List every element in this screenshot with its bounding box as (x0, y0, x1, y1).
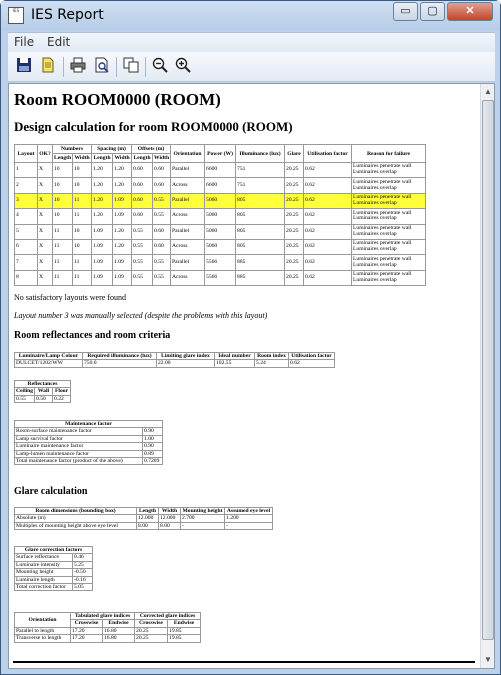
table-cell: Across (171, 239, 205, 254)
table-cell: 5060 (205, 239, 236, 254)
menu-bar (8, 32, 495, 52)
table-cell: 11 (73, 270, 92, 285)
table-cell: 0.60 (132, 163, 153, 178)
col-header: Power (W) (205, 145, 236, 163)
failure-reason: Luminaires penetrate wall (353, 271, 412, 278)
table-title: Glare correction factors (15, 547, 93, 554)
document-icon[interactable] (38, 57, 58, 77)
scroll-thumb[interactable] (482, 100, 494, 640)
table-cell: 6600 (205, 163, 236, 178)
failure-reason: Luminaires penetrate wall (353, 178, 412, 185)
table-cell: 1.09 (113, 193, 132, 208)
table-cell: 0.60 (153, 224, 171, 239)
close-icon: ✕ (465, 5, 475, 17)
table-cell: 8.00 (137, 522, 159, 529)
layouts-table (14, 144, 426, 286)
table-cell: 0.60 (153, 163, 171, 178)
table-cell: 0.62 (304, 178, 352, 193)
table-cell: 10 (53, 193, 73, 208)
table-cell: X (38, 193, 53, 208)
table-cell: 6 (15, 239, 38, 254)
table-cell: 5060 (205, 209, 236, 224)
table-cell: 750.0 (83, 360, 157, 367)
table-row (15, 584, 93, 591)
table-cell: 0.55 (132, 239, 153, 254)
table-cell: 20.25 (285, 178, 304, 193)
window-title: IES Report (31, 7, 104, 23)
table-cell: 0.55 (132, 270, 153, 285)
table-cell: 20.25 (285, 270, 304, 285)
col-header: Wall (35, 388, 53, 395)
table-cell: 2 (15, 178, 38, 193)
col-subheader: Length (54, 155, 72, 161)
minimize-button[interactable] (393, 2, 418, 21)
table-cell: X (38, 239, 53, 254)
failure-reason-cell (352, 209, 426, 224)
toolbar-separator (145, 57, 146, 77)
print-preview-icon[interactable] (92, 57, 112, 77)
maintenance-table (14, 420, 163, 465)
layouts-table-body (15, 163, 426, 286)
table-cell: 751 (236, 178, 285, 193)
failure-reason-cell (352, 255, 426, 270)
table-cell: 0.55 (15, 395, 35, 402)
col-header: Luminaire/Lamp Colour (15, 353, 83, 360)
table-cell: 0.60 (132, 193, 153, 208)
table-cell: Parallel (171, 224, 205, 239)
table-cell: 1.09 (92, 239, 113, 254)
table-cell: 19.85 (168, 627, 201, 634)
copy-icon[interactable] (121, 57, 141, 77)
col-header: Glare (285, 145, 304, 163)
table-cell: 16.80 (103, 635, 135, 642)
table-cell: 7 (15, 255, 38, 270)
table-cell: DULCET/1202/WW (15, 360, 83, 367)
save-icon[interactable] (14, 57, 34, 77)
app-icon: IES (8, 7, 24, 24)
failure-reason-cell (352, 224, 426, 239)
col-subheader: Length (133, 155, 151, 161)
table-cell: 0.55 (153, 193, 171, 208)
table-cell: 10 (53, 178, 73, 193)
failure-reason: Luminaires penetrate wall (353, 209, 412, 216)
table-cell: Surface reflectance (15, 554, 73, 561)
table-cell: 8 (15, 270, 38, 285)
table-cell: 1.20 (113, 163, 132, 178)
col-header: Width (159, 508, 181, 515)
table-cell: Luminaire intensity (15, 561, 73, 568)
table-cell: 10 (73, 163, 92, 178)
table-row (15, 450, 163, 457)
table-cell: - (181, 522, 225, 529)
failure-reason-cell (352, 270, 426, 285)
room-dimensions-table-body (15, 515, 273, 530)
col-header: Tabulated glare indices (71, 613, 135, 620)
table-row (15, 635, 201, 642)
table-cell: Parallel (171, 255, 205, 270)
table-cell: 0.50 (35, 395, 53, 402)
table-cell: 0.60 (132, 209, 153, 224)
table-row (15, 209, 426, 224)
design-heading: Design calculation for room ROOM0000 (ROOM) (14, 119, 293, 134)
col-header: Illuminance (lux) (236, 145, 285, 163)
col-header: Room dimensions (bounding box) (15, 508, 137, 515)
divider (13, 661, 475, 663)
table-cell: Luminaire maintenance factor (15, 443, 143, 450)
table-cell: Parallel (171, 193, 205, 208)
table-cell: 805 (236, 224, 285, 239)
table-cell: 11 (73, 209, 92, 224)
col-header: Required illuminance (lux) (83, 353, 157, 360)
col-header: Utilisation factor (304, 145, 352, 163)
table-cell: 11 (73, 255, 92, 270)
table-cell: X (38, 270, 53, 285)
table-row (15, 458, 163, 465)
scroll-up-icon[interactable]: ▲ (484, 87, 492, 96)
table-cell: 10 (73, 224, 92, 239)
scroll-down-icon[interactable]: ▼ (484, 655, 492, 664)
failure-reason-cell (352, 193, 426, 208)
table-cell: 805 (236, 209, 285, 224)
table-cell: 11 (73, 193, 92, 208)
col-header: Reason for failure (352, 145, 426, 163)
table-row (15, 270, 426, 285)
table-cell: -0.50 (73, 569, 93, 576)
close-button[interactable] (447, 2, 493, 21)
col-header: Offsets (m) (132, 145, 171, 154)
table-row (15, 435, 163, 442)
table-cell: 0.62 (304, 270, 352, 285)
table-cell: 5.25 (73, 561, 93, 568)
menu-edit[interactable]: Edit (47, 35, 71, 49)
table-cell: 0.7209 (143, 458, 163, 465)
table-cell: Multiples of mounting height above eye level (15, 522, 137, 529)
table-cell: 19.85 (168, 635, 201, 642)
table-cell: 10 (53, 163, 73, 178)
table-cell: Total correction factor (15, 584, 73, 591)
maximize-button[interactable] (420, 2, 445, 21)
table-cell: 0.89 (143, 450, 163, 457)
table-row (15, 178, 426, 193)
table-cell: 0.55 (153, 270, 171, 285)
table-cell: Transverse to length (15, 635, 71, 642)
table-row (15, 193, 426, 208)
table-cell: 11 (53, 224, 73, 239)
table-row (15, 554, 93, 561)
table-cell: 1.20 (113, 239, 132, 254)
table-cell: 20.25 (135, 627, 168, 634)
table-cell: 885 (236, 255, 285, 270)
table-cell: 1.09 (113, 270, 132, 285)
table-cell: 0.62 (304, 209, 352, 224)
table-cell: 102.55 (215, 360, 255, 367)
table-cell: 1.09 (92, 224, 113, 239)
table-row (15, 443, 163, 450)
table-cell: 20.25 (285, 239, 304, 254)
failure-reason: Luminaires overlap (353, 230, 397, 237)
table-cell: 0.62 (304, 163, 352, 178)
col-header: Numbers (53, 145, 92, 154)
table-cell: Lamp survival factor (15, 435, 143, 442)
table-cell: 0.55 (132, 224, 153, 239)
room-criteria-table (14, 352, 335, 368)
col-subheader: Crosswise (71, 620, 103, 627)
col-header: Ideal number (215, 353, 255, 360)
glare-indices-table (14, 612, 201, 643)
table-cell: X (38, 178, 53, 193)
toolbar-separator (116, 57, 117, 77)
failure-reason: Luminaires overlap (353, 246, 397, 253)
failure-reason: Luminaires penetrate wall (353, 224, 412, 231)
col-subheader: Endwise (168, 620, 201, 627)
failure-reason: Luminaires overlap (353, 169, 397, 176)
table-cell: 1.09 (113, 209, 132, 224)
table-row (15, 522, 273, 529)
failure-reason: Luminaires overlap (353, 215, 397, 222)
col-header: Corrected glare indices (135, 613, 201, 620)
table-cell: 1 (15, 163, 38, 178)
table-cell: 5566 (205, 255, 236, 270)
table-cell: 20.25 (285, 163, 304, 178)
table-cell: 0.60 (153, 239, 171, 254)
table-cell: Luminaire length (15, 576, 73, 583)
col-header: Orientation (15, 613, 71, 628)
vertical-scrollbar[interactable] (480, 84, 494, 668)
glare-heading: Glare calculation (14, 486, 88, 497)
col-header: Limiting glare index (157, 353, 215, 360)
col-header: Ceiling (16, 388, 34, 395)
table-row (15, 163, 426, 178)
col-subheader: Width (114, 155, 130, 161)
table-cell: 0.62 (304, 193, 352, 208)
table-cell: 20.25 (285, 224, 304, 239)
table-cell: 805 (236, 239, 285, 254)
table-cell: 4 (15, 209, 38, 224)
table-cell: Parallel (171, 163, 205, 178)
table-cell: 11 (53, 270, 73, 285)
col-header: Room index (255, 353, 289, 360)
col-header: Utilisation factor (289, 353, 335, 360)
table-cell: 1.20 (92, 178, 113, 193)
table-row (15, 428, 163, 435)
menu-file[interactable]: File (14, 35, 35, 49)
table-cell: 20.25 (135, 635, 168, 642)
table-cell: 5060 (205, 193, 236, 208)
col-header: Layout (15, 145, 38, 163)
col-subheader: Width (74, 155, 90, 161)
glare-indices-table-body (15, 627, 201, 642)
col-subheader: Endwise (103, 620, 135, 627)
table-cell: 1.20 (113, 224, 132, 239)
table-cell: 0.55 (132, 255, 153, 270)
col-subheader: Crosswise (135, 620, 168, 627)
table-cell: 3 (15, 193, 38, 208)
failure-reason: Luminaires overlap (353, 276, 397, 283)
failure-reason-cell (352, 163, 426, 178)
table-cell: 5.24 (255, 360, 289, 367)
toolbar-separator (63, 57, 64, 77)
table-cell: Room-surface maintenance factor (15, 428, 143, 435)
table-cell: 5060 (205, 224, 236, 239)
table-row (15, 561, 93, 568)
failure-reason: Luminaires penetrate wall (353, 240, 412, 247)
table-cell: 0.55 (153, 255, 171, 270)
reflectances-table (14, 380, 71, 403)
table-cell: 6600 (205, 178, 236, 193)
no-layouts-text: No satisfactory layouts were found (14, 293, 126, 302)
table-cell: 22.00 (157, 360, 215, 367)
failure-reason-cell (352, 239, 426, 254)
table-cell: Total maintenance factor (product of the above) (15, 458, 143, 465)
table-cell: 885 (236, 270, 285, 285)
table-cell: 0.46 (73, 554, 93, 561)
table-cell: Mounting height (15, 569, 73, 576)
table-cell: 1.20 (92, 193, 113, 208)
col-subheader: Length (93, 155, 111, 161)
failure-reason-cell (352, 178, 426, 193)
table-cell: -0.16 (73, 576, 93, 583)
failure-reason: Luminaires overlap (353, 261, 397, 268)
table-cell: X (38, 209, 53, 224)
maximize-icon: ▢ (427, 5, 438, 17)
table-cell: X (38, 255, 53, 270)
table-cell: 0.60 (153, 178, 171, 193)
table-cell: Lamp-lumen maintenance factor (15, 450, 143, 457)
table-cell: 1.09 (92, 270, 113, 285)
table-cell: - (225, 522, 273, 529)
col-header: Orientation (171, 145, 205, 163)
table-cell: 805 (236, 193, 285, 208)
minimize-icon: ▭ (400, 5, 411, 17)
col-header: Floor (53, 388, 71, 395)
table-cell: 0.62 (289, 360, 335, 367)
table-cell: 0.55 (153, 209, 171, 224)
table-cell: 1.20 (113, 178, 132, 193)
table-cell: Across (171, 178, 205, 193)
table-cell: 751 (236, 163, 285, 178)
table-cell: Across (171, 270, 205, 285)
table-cell: 20.25 (285, 193, 304, 208)
table-cell: 0.60 (132, 178, 153, 193)
col-header: Mounting height (181, 508, 225, 515)
table-cell: 16.80 (103, 627, 135, 634)
failure-reason: Luminaires penetrate wall (353, 194, 412, 201)
table-row (15, 576, 93, 583)
table-row (15, 395, 71, 402)
table-title: Reflectances (15, 381, 71, 388)
table-cell: 11 (53, 255, 73, 270)
table-cell: 1.20 (92, 209, 113, 224)
table-cell: 0.62 (304, 239, 352, 254)
table-cell: Across (171, 209, 205, 224)
table-cell: 17.20 (71, 635, 103, 642)
col-header: Spacing (m) (92, 145, 132, 154)
table-cell: 12.000 (137, 515, 159, 522)
table-cell: 11 (53, 239, 73, 254)
toolbar (8, 52, 495, 82)
table-cell: 2.700 (181, 515, 225, 522)
table-title: Maintenance factor (15, 421, 163, 428)
table-row (15, 224, 426, 239)
maintenance-table-body (15, 428, 163, 465)
table-cell: 1.09 (92, 255, 113, 270)
print-icon[interactable] (68, 57, 88, 77)
table-row (15, 627, 201, 634)
table-cell: 0.90 (143, 428, 163, 435)
table-cell: 1.200 (225, 515, 273, 522)
col-header: OK? (38, 145, 53, 163)
failure-reason: Luminaires overlap (353, 184, 397, 191)
col-header: Length (137, 508, 159, 515)
manual-selection-note: Layout number 3 was manually selected (despite the problems with this layout) (14, 311, 268, 320)
table-row (15, 515, 273, 522)
reflectances-heading: Room reflectances and room criteria (14, 330, 171, 341)
zoom-out-icon[interactable] (150, 57, 170, 77)
table-cell: 0.62 (304, 224, 352, 239)
glare-correction-table (14, 546, 93, 591)
table-cell: 5 (15, 224, 38, 239)
report-view (8, 83, 495, 669)
table-row (15, 569, 93, 576)
table-cell: 17.20 (71, 627, 103, 634)
table-cell: 12.000 (159, 515, 181, 522)
table-row (15, 255, 426, 270)
table-cell: 0.62 (304, 255, 352, 270)
table-cell: X (38, 163, 53, 178)
table-cell: 10 (73, 178, 92, 193)
table-cell: Parallel to length (15, 627, 71, 634)
glare-correction-table-body (15, 554, 93, 591)
table-row (15, 360, 335, 367)
title-bar[interactable] (1, 1, 500, 31)
failure-reason: Luminaires penetrate wall (353, 255, 412, 262)
table-cell: 1.09 (113, 255, 132, 270)
table-cell: 1.20 (92, 163, 113, 178)
table-cell: 20.25 (285, 209, 304, 224)
table-cell: X (38, 224, 53, 239)
failure-reason: Luminaires penetrate wall (353, 163, 412, 170)
table-cell: 0.22 (53, 395, 71, 402)
col-header: Assumed eye level (225, 508, 273, 515)
table-cell: 5.05 (73, 584, 93, 591)
report-document (9, 84, 479, 668)
page-title: Room ROOM0000 (ROOM) (14, 90, 221, 109)
col-subheader: Width (154, 155, 170, 161)
table-cell: 0.90 (143, 443, 163, 450)
failure-reason: Luminaires overlap (353, 199, 397, 206)
table-row (15, 239, 426, 254)
table-cell: 8.00 (159, 522, 181, 529)
table-cell: 1.00 (143, 435, 163, 442)
zoom-in-icon[interactable] (173, 57, 193, 77)
table-cell: Absolute (m) (15, 515, 137, 522)
table-cell: 5566 (205, 270, 236, 285)
room-dimensions-table (14, 507, 273, 530)
table-cell: 20.25 (285, 255, 304, 270)
table-cell: 10 (53, 209, 73, 224)
table-cell: 10 (73, 239, 92, 254)
